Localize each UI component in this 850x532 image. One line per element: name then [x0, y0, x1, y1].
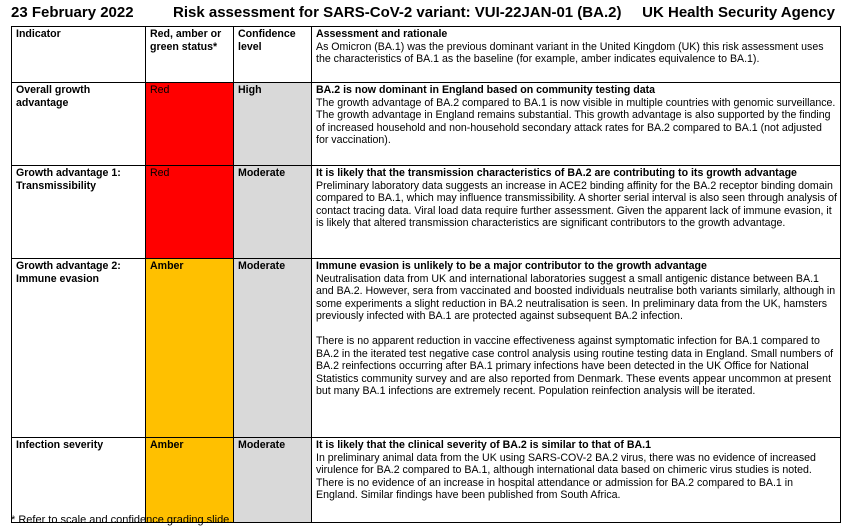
assessment-paragraph: In preliminary animal data from the UK using SARS-COV-2 BA.2 virus, there was no evidence of increased virulence for BA.2 compared to BA.1, although international data based on chimeric virus studies is noted. — [316, 451, 816, 477]
indicator-cell: Growth advantage 1: Transmissibility — [12, 166, 146, 259]
rag-status-cell: Amber — [146, 259, 234, 438]
indicator-cell: Infection severity — [12, 438, 146, 523]
rag-status-label: Red — [150, 84, 170, 96]
assessment-cell — [312, 166, 841, 259]
confidence-cell: Moderate — [234, 438, 312, 523]
confidence-cell: Moderate — [234, 166, 312, 259]
assessment-cell — [312, 259, 841, 438]
column-header-assessment-label: Assessment and rationale — [316, 28, 448, 40]
assessment-heading: It is likely that the clinical severity of BA.2 is similar to that of BA.1 — [316, 439, 651, 451]
table-row — [12, 83, 841, 166]
table-row — [12, 259, 841, 438]
page-header — [0, 0, 850, 26]
assessment-paragraph: Preliminary laboratory data suggests an increase in ACE2 binding affinity for the BA.2 receptor binding domain compared to BA.1, which may influence transmissibility. A shorter serial interval is also seen through analysis of contact tracing data. Viral load data require further assessment. Given the apparent lack of immune evasion, it is likely that altered transmission characteristics are significant contributors to the growth advantage. — [316, 179, 837, 230]
assessment-heading: Immune evasion is unlikely to be a major contributor to the growth advantage — [316, 260, 707, 272]
report-date: 23 February 2022 — [11, 4, 134, 21]
risk-assessment-table — [11, 26, 841, 523]
indicator-cell: Overall growth advantage — [12, 83, 146, 166]
confidence-cell: Moderate — [234, 259, 312, 438]
assessment-paragraph: Neutralisation data from UK and international laboratories suggest a small antigenic distance between BA.1 and BA.2. However, sera from vaccinated and boosted individuals neutralise both variants similarly, although in some experiments a slight reduction in BA.2 neutralisation is seen. In preliminary data from the UK, hamsters previously infected with BA.1 are protected against subsequent BA.2 infection. — [316, 272, 836, 323]
table-row — [12, 166, 841, 259]
rag-status-cell — [146, 83, 234, 166]
assessment-paragraph: There is no apparent reduction in vaccine effectiveness against symptomatic infection for BA.1 compared to BA.2 in the iterated test negative case control analysis using routine testing data in England. Small numbers of BA.2 reinfections occurring after BA.1 primary infections have been detected in the UK Office for National Statistics community survey and are also reported from Denmark. These events appear uncommon at present but many BA.1 infections are extremely recent. Population reinfection analysis will be iterated. — [316, 334, 834, 398]
assessment-paragraph: There is no evidence of an increase in hospital attendance or admission for BA.2 compared to BA.1 in England. Similar findings have been published from South Africa. — [316, 476, 793, 502]
rag-status-label: Red — [150, 167, 170, 179]
agency-name: UK Health Security Agency — [642, 4, 835, 21]
footnote: * Refer to scale and confidence grading slide. — [11, 514, 233, 526]
rag-status-cell — [146, 166, 234, 259]
indicator-cell: Growth advantage 2: Immune evasion — [12, 259, 146, 438]
confidence-cell: High — [234, 83, 312, 166]
assessment-cell — [312, 438, 841, 523]
baseline-note: As Omicron (BA.1) was the previous dominant variant in the United Kingdom (UK) this risk assessment uses the characteristics of BA.1 as the baseline (for example, amber indicates equivalence to BA.1). — [316, 40, 824, 66]
rag-status-cell: Amber — [146, 438, 234, 523]
column-header-assessment — [312, 27, 841, 83]
assessment-heading: It is likely that the transmission characteristics of BA.2 are contributing to its growth advantage — [316, 167, 797, 179]
page-title: Risk assessment for SARS-CoV-2 variant: VUI-22JAN-01 (BA.2) — [173, 4, 622, 21]
assessment-heading: BA.2 is now dominant in England based on community testing data — [316, 84, 656, 96]
assessment-paragraph: The growth advantage of BA.2 compared to BA.1 is now visible in multiple countries with genomic surveillance. The growth advantage in England remains substantial. This growth advantage is also supported by the finding of increased household and non-household secondary attack rates for BA.2 compared to BA.1 (not adjusted for vaccination). — [316, 96, 836, 147]
column-header-indicator: Indicator — [12, 27, 146, 83]
column-header-confidence: Confidence level — [234, 27, 312, 83]
table-header-row — [12, 27, 841, 83]
assessment-cell — [312, 83, 841, 166]
column-header-rag-status: Red, amber or green status* — [146, 27, 234, 83]
paragraph-spacer — [316, 323, 837, 335]
table-row — [12, 438, 841, 523]
